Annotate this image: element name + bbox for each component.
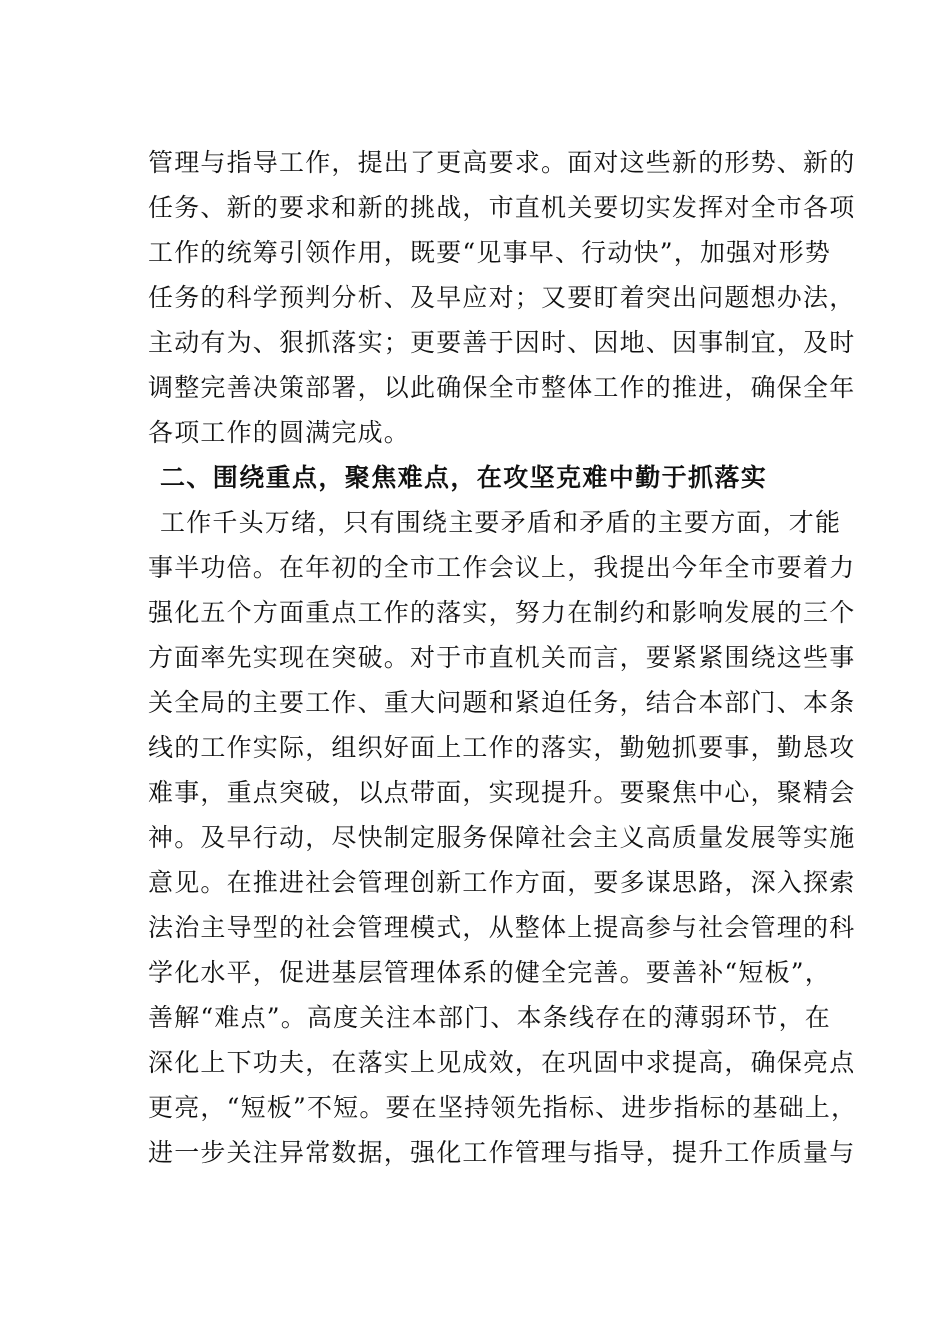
section2-line-12: 善解“难点”。高度关注本部门、本条线存在的薄弱环节，在 — [148, 1003, 831, 1032]
section2-line-14: 更亮，“短板”不短。要在坚持领先指标、进步指标的基础上， — [148, 1093, 858, 1122]
paragraph1-line-7: 各项工作的圆满完成。 — [148, 418, 411, 447]
paragraph1-line-2: 任务、新的要求和新的挑战，市直机关要切实发挥对全市各项 — [148, 193, 856, 222]
paragraph1-line-3: 工作的统筹引领作用，既要“见事早、行动快”，加强对形势 — [148, 238, 831, 267]
section2-line-9: 意见。在推进社会管理创新工作方面，要多谋思路，深入探索 — [148, 868, 856, 897]
section2-line-15: 进一步关注异常数据，强化工作管理与指导，提升工作质量与 — [148, 1138, 856, 1167]
section2-heading: 二、围绕重点，聚焦难点，在攻坚克难中勤于抓落实 — [160, 463, 768, 492]
section2-line-10: 法治主导型的社会管理模式，从整体上提高参与社会管理的科 — [148, 913, 856, 942]
section2-line-11: 学化水平，促进基层管理体系的健全完善。要善补“短板”， — [148, 958, 831, 987]
paragraph1-line-1: 管理与指导工作，提出了更高要求。面对这些新的形势、新的 — [148, 148, 856, 177]
section2-line-5: 关全局的主要工作、重大问题和紧迫任务，结合本部门、本条 — [148, 688, 856, 717]
section2-line-1: 工作千头万绪，只有围绕主要矛盾和矛盾的主要方面，才能 — [160, 508, 842, 537]
section2-line-6: 线的工作实际，组织好面上工作的落实，勤勉抓要事，勤恳攻 — [148, 733, 856, 762]
paragraph1-line-6: 调整完善决策部署，以此确保全市整体工作的推进，确保全年 — [148, 373, 856, 402]
section2-line-8: 神。及早行动，尽快制定服务保障社会主义高质量发展等实施 — [148, 823, 856, 852]
paragraph1-line-5: 主动有为、狠抓落实；更要善于因时、因地、因事制宜，及时 — [148, 328, 856, 357]
paragraph1-line-4: 任务的科学预判分析、及早应对；又要盯着突出问题想办法， — [148, 283, 856, 312]
section2-line-2: 事半功倍。在年初的全市工作会议上，我提出今年全市要着力 — [148, 553, 856, 582]
section2-line-13: 深化上下功夫，在落实上见成效，在巩固中求提高，确保亮点 — [148, 1048, 856, 1077]
section2-line-7: 难事，重点突破，以点带面，实现提升。要聚焦中心，聚精会 — [148, 778, 856, 807]
section2-line-4: 方面率先实现在突破。对于市直机关而言，要紧紧围绕这些事 — [148, 643, 856, 672]
section2-line-3: 强化五个方面重点工作的落实，努力在制约和影响发展的三个 — [148, 598, 856, 627]
